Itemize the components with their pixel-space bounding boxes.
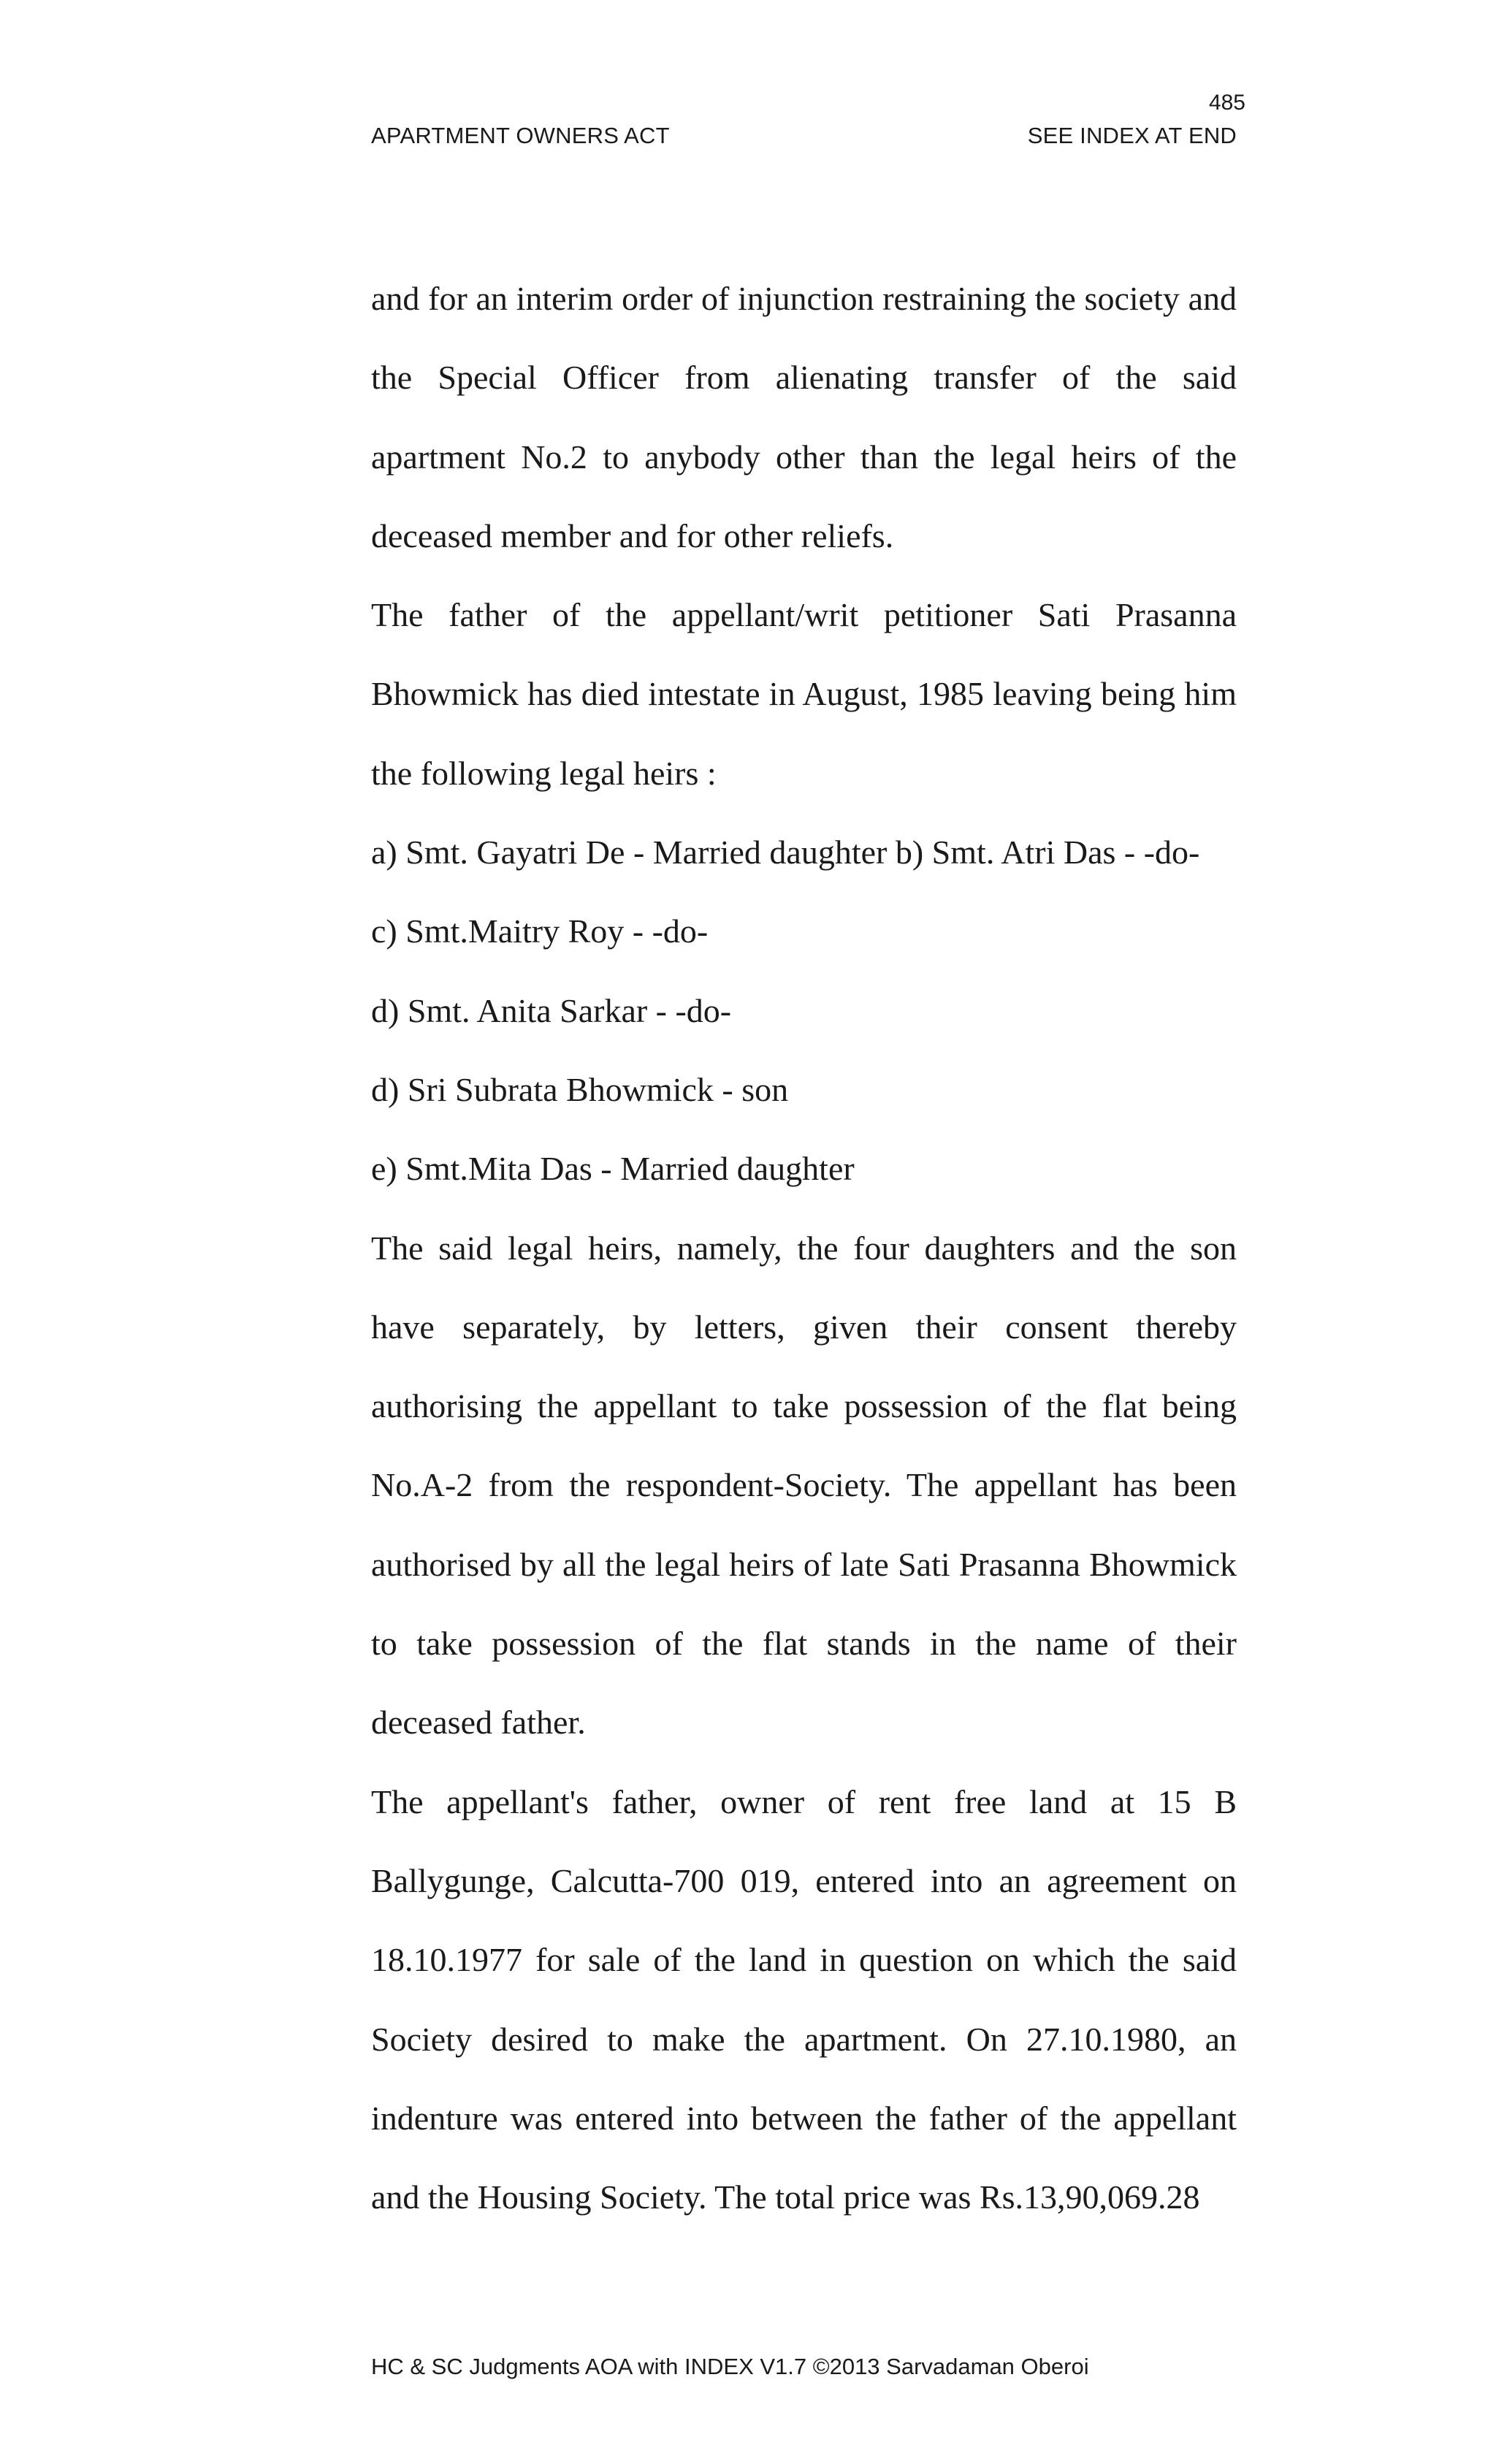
heir-item: d) Sri Subrata Bhowmick - son (371, 1070, 789, 1108)
paragraph-1: and for an interim order of injunction restraining the society and the Special Officer from alienating transfer of the said apartment No.2 to anybody other than the legal heirs of the deceased member and for other reliefs. (371, 280, 1237, 554)
footer-copyright: HC & SC Judgments AOA with INDEX V1.7 ©2013 Sarvadaman Oberoi (371, 2354, 1089, 2379)
heir-item: c) Smt.Maitry Roy - -do- (371, 912, 709, 950)
header-index-note: SEE INDEX AT END (1027, 123, 1237, 148)
paragraph-3: The said legal heirs, namely, the four daughters and the son have separately, by letters, given their consent thereby authorising the appellant to take possession of the flat being No.A-2 from the respondent-Society. The appellant has been authorised by all the legal heirs of late Sati Prasanna Bhowmick to take possession of the flat stands in the name of their deceased father. (371, 1229, 1237, 1742)
header-title: APARTMENT OWNERS ACT (371, 123, 670, 148)
page-number: 485 (1208, 91, 1245, 115)
heirs-list (371, 813, 1237, 1208)
paragraph-2: The father of the appellant/writ petitioner Sati Prasanna Bhowmick has died intestate in August, 1985 leaving being him the following legal heirs : (371, 596, 1237, 792)
paragraph-4: The appellant's father, owner of rent free land at 15 B Ballygunge, Calcutta-700 019, entered into an agreement on 18.10.1977 for sale of the land in question on which the said Society desired to make the apartment. On 27.10.1980, an indenture was entered into between the father of the appellant and the Housing Society. The total price was Rs.13,90,069.28 (371, 1782, 1237, 2216)
heir-item: a) Smt. Gayatri De - Married daughter b) Smt. Atri Das - -do- (371, 834, 1200, 871)
running-header (371, 123, 1237, 149)
document-body (371, 259, 1237, 2237)
heir-item: d) Smt. Anita Sarkar - -do- (371, 991, 732, 1029)
heir-item: e) Smt.Mita Das - Married daughter (371, 1150, 855, 1188)
